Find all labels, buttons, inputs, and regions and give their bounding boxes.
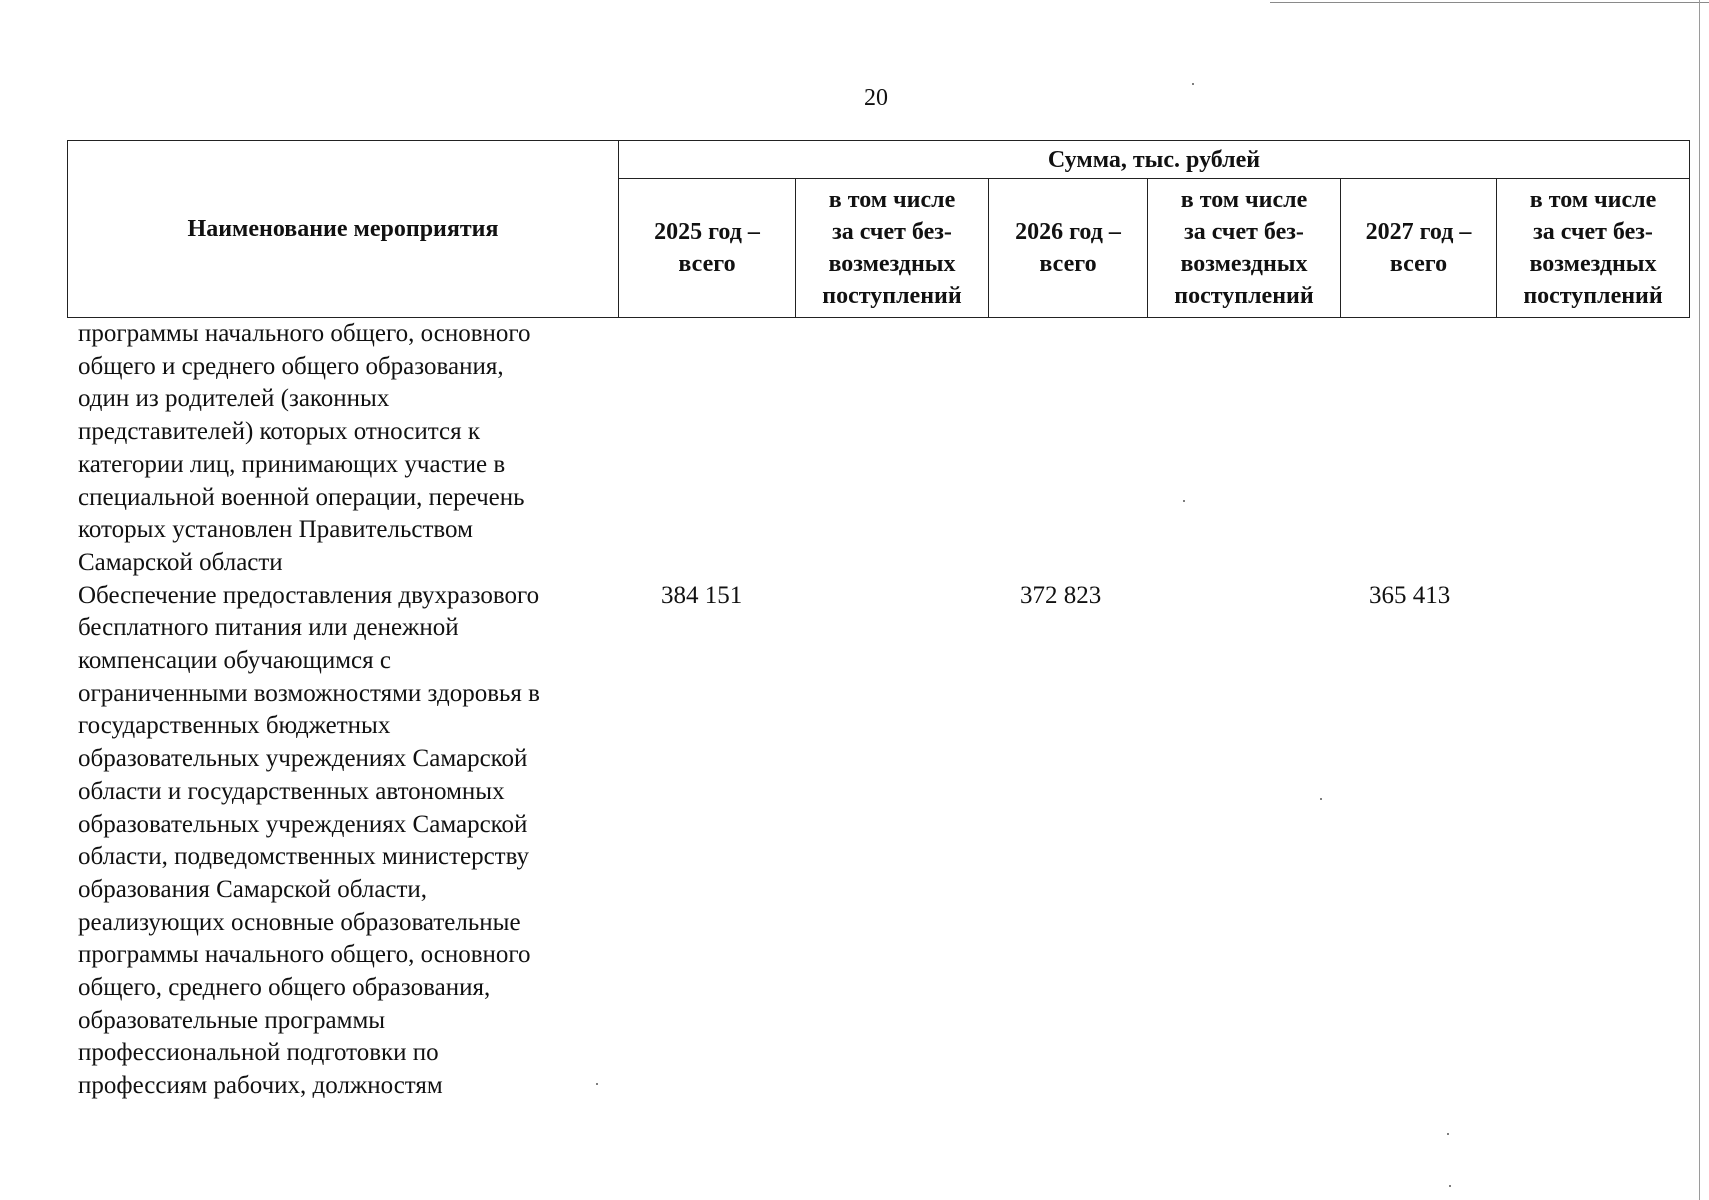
scan-speck [1320, 798, 1322, 800]
column-header-2027-total [1341, 179, 1497, 318]
column-header-2027-total-label: 2027 год – всего [1365, 219, 1472, 277]
column-header-2025-gratuitous-label: в том числе за счет без- возмездных поступлений [822, 187, 962, 309]
amount-2026-total: 372 823 [1020, 581, 1102, 609]
scan-speck [1192, 83, 1194, 85]
column-header-2025-total [619, 179, 796, 318]
scan-speck [1449, 1185, 1451, 1187]
column-header-name: Наименование мероприятия [68, 141, 619, 318]
measure-name: программы начального общего, основного общего и среднего общего образования, один из родителей (законных представителей) которых относится к категории лиц, принимающих участие в специальной военной операции, перечень которых установлен Правительством Самарской области [78, 320, 531, 576]
table-body [78, 318, 1451, 1103]
scan-speck [1447, 1133, 1449, 1135]
amount-2027-total: 365 413 [1369, 581, 1451, 609]
scan-edge-right [1699, 0, 1700, 1200]
amount-2025-total: 384 151 [661, 581, 743, 609]
scan-speck [596, 1083, 598, 1085]
scan-speck [1183, 500, 1185, 502]
column-header-2026-gratuitous-label: в том числе за счет без- возмездных поступлений [1174, 187, 1314, 309]
column-header-2026-total [989, 179, 1148, 318]
table-row [78, 318, 618, 580]
table-row [78, 580, 1451, 1103]
column-header-2026-total-label: 2026 год – всего [1015, 219, 1121, 277]
column-header-2025-gratuitous [796, 179, 989, 318]
column-group-sum: Сумма, тыс. рублей [619, 141, 1690, 179]
column-header-2025-total-label: 2025 год – всего [654, 219, 760, 277]
measure-name: Обеспечение предоставления двухразового бесплатного питания или денежной компенсации обучающимся с ограниченными возможностями здоровья в государственных бюджетных образовательных учреждениях Самарской области и государственных автономных образовательных учреждениях Самарской области, подведомственных министерству образования Самарской области, реализующих основные образовательные программы начального общего, основного общего, среднего общего образования, образовательные программы профессиональной подготовки по профессиям рабочих, должностям [78, 581, 540, 1100]
budget-table-header [67, 140, 1690, 318]
column-header-2026-gratuitous [1148, 179, 1341, 318]
column-header-2027-gratuitous [1497, 179, 1690, 318]
scan-edge-top [1270, 2, 1709, 3]
page-number: 20 [864, 85, 888, 111]
column-header-2027-gratuitous-label: в том числе за счет без- возмездных поступлений [1523, 187, 1663, 309]
